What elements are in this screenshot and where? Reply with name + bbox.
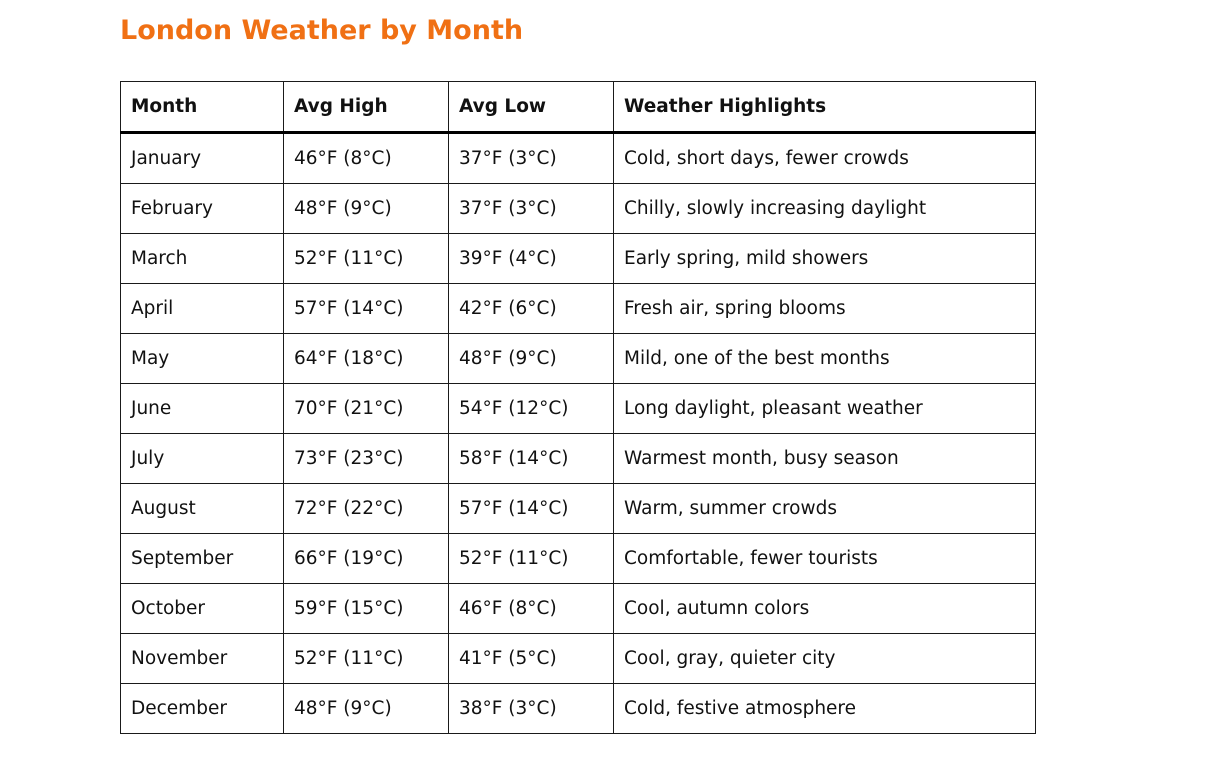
cell-avg-low: 42°F (6°C) [449, 284, 614, 334]
cell-highlights: Mild, one of the best months [614, 334, 1036, 384]
cell-highlights: Fresh air, spring blooms [614, 284, 1036, 334]
cell-month: October [121, 584, 284, 634]
table-row [121, 384, 1036, 434]
cell-avg-high: 48°F (9°C) [284, 684, 449, 734]
cell-highlights: Cool, autumn colors [614, 584, 1036, 634]
header-month: Month [121, 82, 284, 133]
cell-avg-high: 59°F (15°C) [284, 584, 449, 634]
table-row [121, 133, 1036, 184]
cell-avg-low: 37°F (3°C) [449, 184, 614, 234]
cell-month: April [121, 284, 284, 334]
table-header [121, 82, 1036, 133]
cell-highlights: Cold, festive atmosphere [614, 684, 1036, 734]
header-row [121, 82, 1036, 133]
cell-avg-low: 57°F (14°C) [449, 484, 614, 534]
cell-highlights: Warm, summer crowds [614, 484, 1036, 534]
cell-month: July [121, 434, 284, 484]
cell-avg-low: 52°F (11°C) [449, 534, 614, 584]
cell-avg-low: 58°F (14°C) [449, 434, 614, 484]
table-row [121, 484, 1036, 534]
cell-avg-low: 54°F (12°C) [449, 384, 614, 434]
table-row [121, 184, 1036, 234]
cell-avg-high: 70°F (21°C) [284, 384, 449, 434]
table-row [121, 434, 1036, 484]
header-highlights: Weather Highlights [614, 82, 1036, 133]
cell-avg-high: 46°F (8°C) [284, 133, 449, 184]
cell-highlights: Cool, gray, quieter city [614, 634, 1036, 684]
cell-month: November [121, 634, 284, 684]
cell-month: January [121, 133, 284, 184]
cell-avg-low: 37°F (3°C) [449, 133, 614, 184]
cell-avg-high: 64°F (18°C) [284, 334, 449, 384]
cell-highlights: Long daylight, pleasant weather [614, 384, 1036, 434]
cell-highlights: Comfortable, fewer tourists [614, 534, 1036, 584]
cell-month: May [121, 334, 284, 384]
cell-month: June [121, 384, 284, 434]
cell-month: December [121, 684, 284, 734]
table-row [121, 584, 1036, 634]
cell-avg-high: 72°F (22°C) [284, 484, 449, 534]
table-body [121, 133, 1036, 734]
cell-month: September [121, 534, 284, 584]
cell-month: February [121, 184, 284, 234]
cell-month: August [121, 484, 284, 534]
table-row [121, 634, 1036, 684]
cell-highlights: Chilly, slowly increasing daylight [614, 184, 1036, 234]
header-avg-low: Avg Low [449, 82, 614, 133]
weather-table [120, 81, 1036, 734]
cell-avg-low: 48°F (9°C) [449, 334, 614, 384]
cell-avg-high: 48°F (9°C) [284, 184, 449, 234]
header-avg-high: Avg High [284, 82, 449, 133]
cell-avg-low: 41°F (5°C) [449, 634, 614, 684]
cell-highlights: Warmest month, busy season [614, 434, 1036, 484]
cell-avg-high: 57°F (14°C) [284, 284, 449, 334]
cell-avg-low: 46°F (8°C) [449, 584, 614, 634]
cell-highlights: Cold, short days, fewer crowds [614, 133, 1036, 184]
table-row [121, 334, 1036, 384]
table-row [121, 534, 1036, 584]
page-title: London Weather by Month [120, 15, 524, 46]
table-row [121, 684, 1036, 734]
cell-avg-high: 52°F (11°C) [284, 634, 449, 684]
cell-month: March [121, 234, 284, 284]
cell-avg-low: 38°F (3°C) [449, 684, 614, 734]
cell-avg-high: 73°F (23°C) [284, 434, 449, 484]
table-row [121, 234, 1036, 284]
table-row [121, 284, 1036, 334]
cell-avg-low: 39°F (4°C) [449, 234, 614, 284]
cell-highlights: Early spring, mild showers [614, 234, 1036, 284]
cell-avg-high: 52°F (11°C) [284, 234, 449, 284]
cell-avg-high: 66°F (19°C) [284, 534, 449, 584]
